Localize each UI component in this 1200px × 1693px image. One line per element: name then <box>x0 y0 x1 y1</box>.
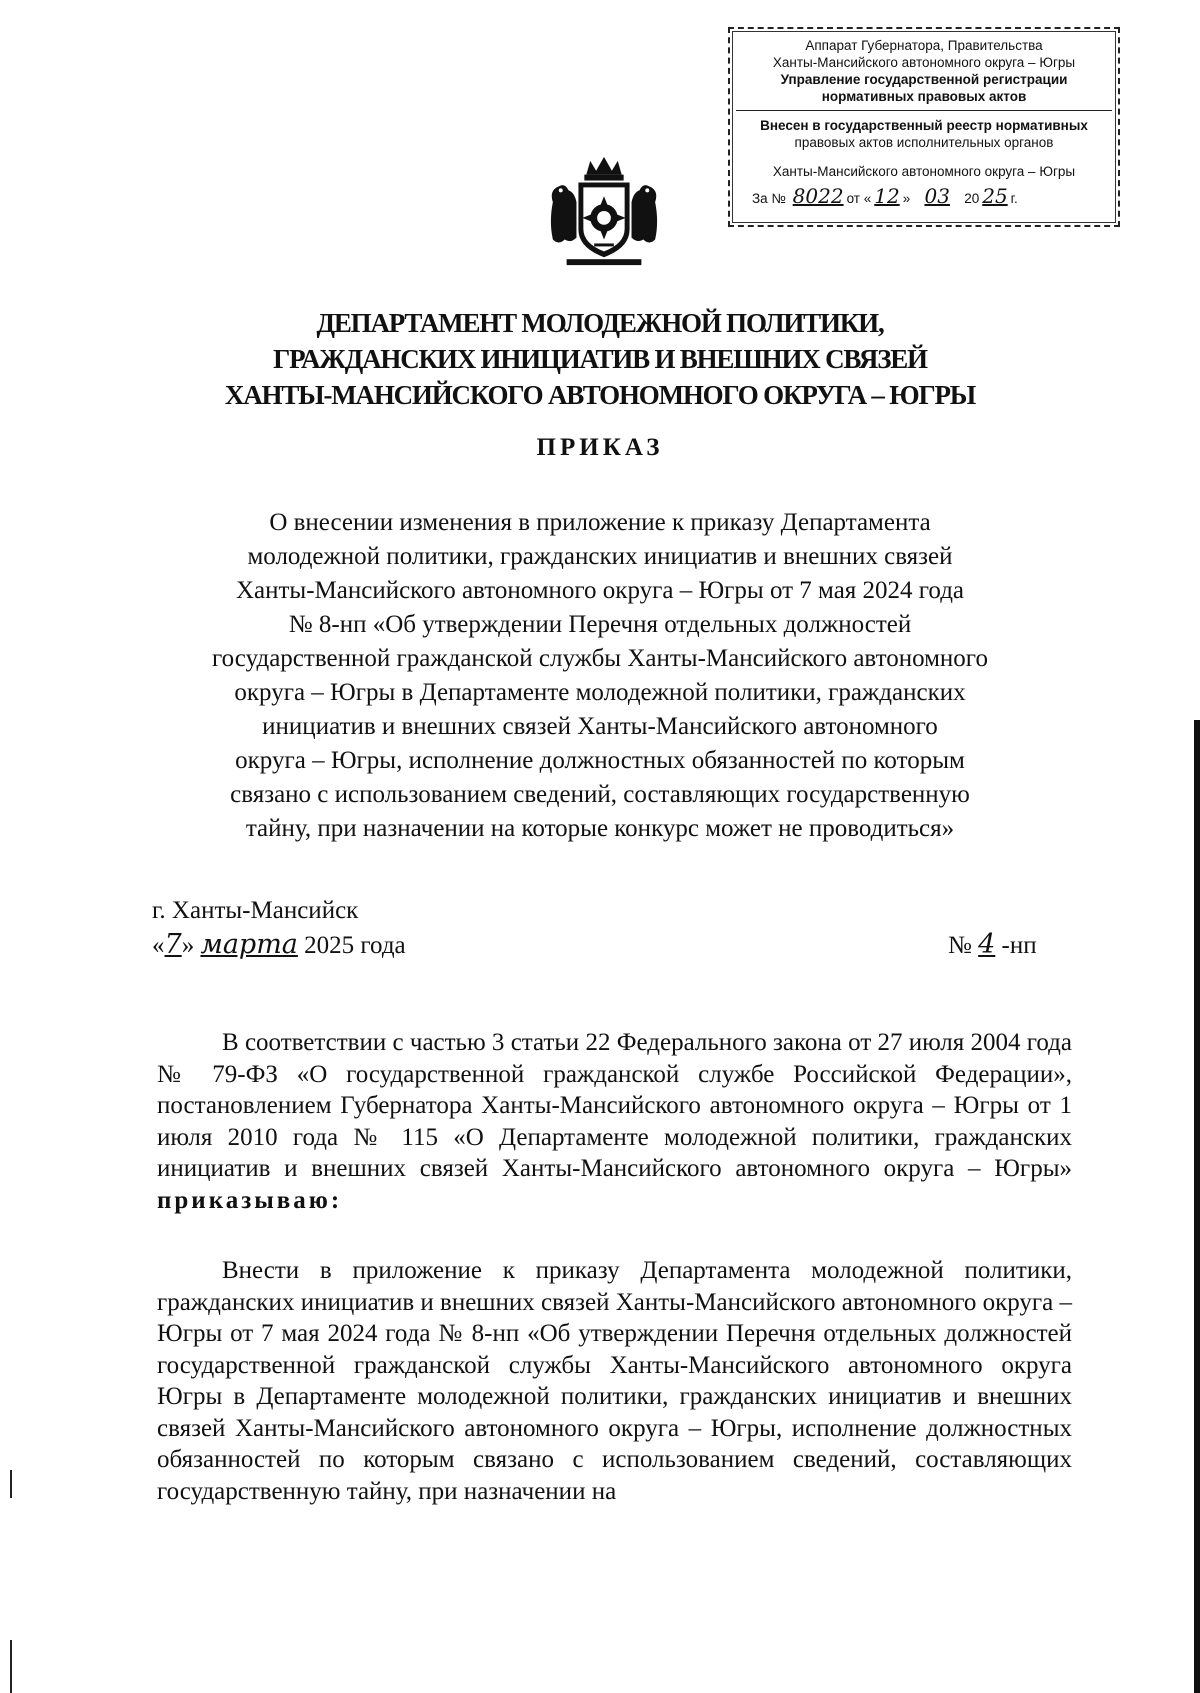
stamp-line: Аппарат Губернатора, Правительства <box>805 38 1043 53</box>
paragraph-emphasis: приказываю: <box>157 1186 343 1214</box>
scan-edge-bar <box>1194 720 1200 1693</box>
subject-line: округа – Югры, исполнение должностных обязанностей по которым <box>235 747 965 774</box>
number-suffix: -нп <box>1001 932 1037 959</box>
registration-stamp <box>728 27 1120 227</box>
subject-line: государственной гражданской службы Ханты-Мансийского автономного <box>212 645 988 672</box>
date-open-quote: « <box>152 932 165 959</box>
subject-line: округа – Югры в Департаменте молодежной политики, гражданских <box>234 679 966 706</box>
date-year: 2025 года <box>304 932 406 959</box>
stamp-registration-number <box>730 184 1118 208</box>
paragraph-text: Внести в приложение к приказу Департамента молодежной политики, гражданских инициатив и внешних связей Ханты-Мансийского автономного округа – Югры от 7 мая 2024 года № 8-нп «Об утверждении Перечня отдельных должностей государственной гражданской службы Ханты-Мансийского автономного округа Югры в Департаменте молодежной политики, гражданских инициатив и внешних связей Ханты-Мансийского автономного округа – Югры, исполнение должностных обязанностей по которым связано с использованием сведений, составляющих государственную тайну, при назначении на <box>157 1257 1072 1505</box>
document-number <box>948 929 1037 960</box>
subject-line: молодежной политики, гражданских инициатив и внешних связей <box>247 543 953 570</box>
body-paragraph-2 <box>157 1255 1072 1507</box>
subject-line: Ханты-Мансийского автономного округа – Югры от 7 мая 2024 года <box>235 577 965 604</box>
subject-line: тайну, при назначении на которые конкурс может не проводиться» <box>245 815 955 842</box>
body-paragraph-1 <box>157 1027 1072 1216</box>
document-city: г. Ханты-Мансийск <box>152 897 359 924</box>
number-value: 4 <box>978 929 996 960</box>
subject-line: № 8-нп «Об утверждении Перечня отдельных должностей <box>288 611 912 638</box>
stamp-reg-prefix: За № <box>752 191 786 206</box>
department-title-line: ГРАЖДАНСКИХ ИНИЦИАТИВ И ВНЕШНИХ СВЯЗЕЙ <box>273 344 927 374</box>
stamp-line: правовых актов исполнительных органов <box>794 135 1054 150</box>
number-prefix: № <box>948 932 972 959</box>
document-date <box>152 929 406 960</box>
stamp-divider <box>736 110 1112 111</box>
paragraph-text: В соответствии с частью 3 статьи 22 Федерального закона от 27 июля 2004 года № 79-ФЗ «О государственной гражданской службе Российской Федерации», постановлением Губернатора Ханты-Мансийского автономного округа – Югры от 1 июля 2010 года № 115 «О Департаменте молодежной политики, гражданских инициатив и внешних связей Ханты-Мансийского автономного округа – Югры» <box>157 1029 1072 1182</box>
stamp-reg-g: г. <box>1010 191 1018 206</box>
date-day: 7 <box>164 929 182 960</box>
stamp-line: Управление государственной регистрации <box>780 72 1068 87</box>
document-subject <box>0 506 1200 846</box>
scan-mark <box>10 1640 12 1693</box>
stamp-reg-month: 03 <box>924 184 950 208</box>
scan-mark <box>10 1470 12 1498</box>
stamp-reg-year: 25 <box>982 184 1008 208</box>
stamp-reg-from: от « <box>846 191 872 206</box>
stamp-reg-quote: » <box>902 191 911 206</box>
stamp-reg-year-prefix: 20 <box>964 191 980 206</box>
coat-of-arms-icon <box>545 153 663 271</box>
subject-line: инициатив и внешних связей Ханты-Мансийского автономного <box>262 713 938 740</box>
department-title-line: ДЕПАРТАМЕНТ МОЛОДЕЖНОЙ ПОЛИТИКИ, <box>316 308 884 338</box>
subject-line: связано с использованием сведений, составляющих государственную <box>230 781 970 808</box>
stamp-line: Ханты-Мансийского автономного округа – Югры <box>772 55 1076 70</box>
department-title-line: ХАНТЫ-МАНСИЙСКОГО АВТОНОМНОГО ОКРУГА – ЮГРЫ <box>224 380 976 410</box>
stamp-line: Внесен в государственный реестр нормативных <box>760 118 1088 133</box>
stamp-reg-day: 12 <box>874 184 900 208</box>
stamp-line: нормативных правовых актов <box>821 89 1027 104</box>
subject-line: О внесении изменения в приложение к приказу Департамента <box>269 509 931 536</box>
department-title <box>0 305 1200 413</box>
date-month: марта <box>200 929 298 960</box>
date-close-quote: » <box>181 932 195 959</box>
document-type: ПРИКАЗ <box>536 434 664 461</box>
stamp-line: Ханты-Мансийского автономного округа – Югры <box>772 164 1076 179</box>
stamp-reg-number: 8022 <box>792 184 844 208</box>
